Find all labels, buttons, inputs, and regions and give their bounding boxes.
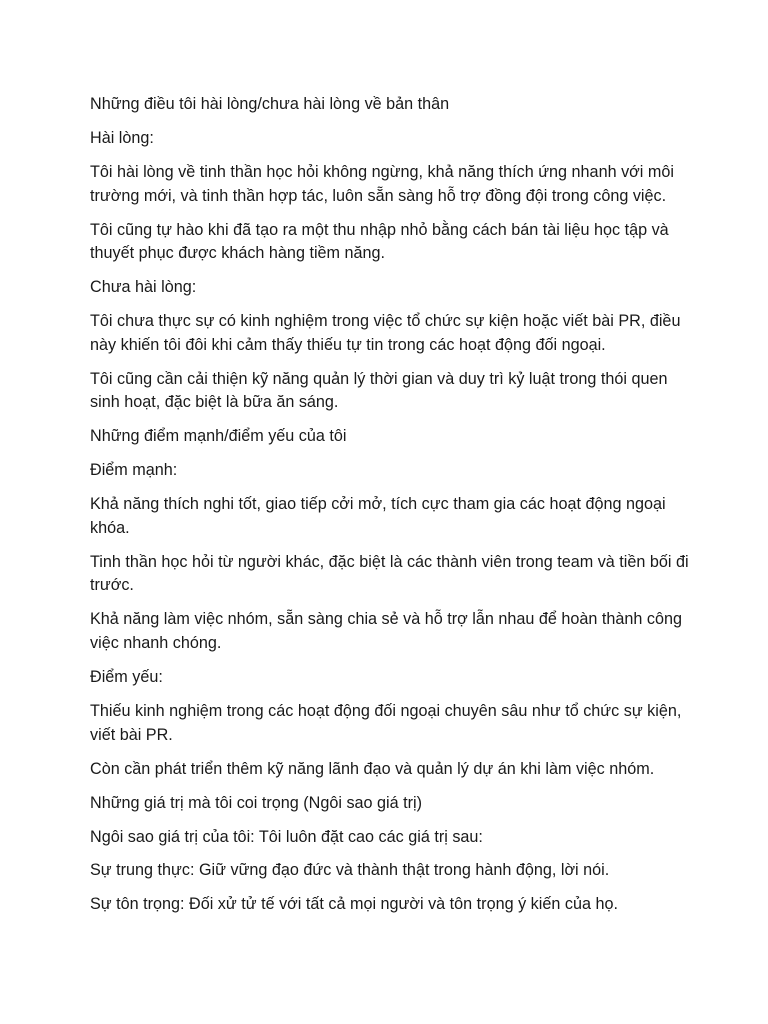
paragraph-unsatisfied-1: Tôi chưa thực sự có kinh nghiệm trong việc tổ chức sự kiện hoặc viết bài PR, điều này khiến tôi đôi khi cảm thấy thiếu tự tin trong các hoạt động đối ngoại.	[90, 312, 681, 354]
paragraph-strength-1: Khả năng thích nghi tốt, giao tiếp cởi mở, tích cực tham gia các hoạt động ngoại khóa.	[90, 495, 666, 537]
paragraph-weakness-2: Còn cần phát triển thêm kỹ năng lãnh đạo và quản lý dự án khi làm việc nhóm.	[90, 759, 655, 778]
paragraph-values-intro: Ngôi sao giá trị của tôi: Tôi luôn đặt cao các giá trị sau:	[90, 827, 483, 846]
paragraph-value-respect: Sự tôn trọng: Đối xử tử tế với tất cả mọi người và tôn trọng ý kiến của họ.	[90, 895, 618, 914]
paragraph-unsatisfied-2: Tôi cũng cần cải thiện kỹ năng quản lý thời gian và duy trì kỷ luật trong thói quen sinh hoạt, đặc biệt là bữa ăn sáng.	[90, 369, 668, 412]
section-heading-values: Những giá trị mà tôi coi trọng (Ngôi sao giá trị)	[90, 793, 423, 812]
subheading-weaknesses: Điểm yếu:	[90, 667, 163, 686]
paragraph-weakness-1: Thiếu kinh nghiệm trong các hoạt động đối ngoại chuyên sâu như tổ chức sự kiện, viết bài PR.	[90, 701, 682, 744]
paragraph-strength-3: Khả năng làm việc nhóm, sẵn sàng chia sẻ và hỗ trợ lẫn nhau để hoàn thành công việc nhanh chóng.	[90, 610, 682, 652]
paragraph-satisfied-2: Tôi cũng tự hào khi đã tạo ra một thu nhập nhỏ bằng cách bán tài liệu học tập và thuyết phục được khách hàng tiềm năng.	[90, 220, 669, 263]
subheading-unsatisfied: Chưa hài lòng:	[90, 278, 197, 297]
paragraph-value-honesty: Sự trung thực: Giữ vững đạo đức và thành thật trong hành động, lời nói.	[90, 861, 610, 880]
section-heading-strengths-weaknesses: Những điểm mạnh/điểm yếu của tôi	[90, 427, 347, 446]
subheading-strengths: Điểm mạnh:	[90, 461, 178, 480]
paragraph-satisfied-1: Tôi hài lòng về tinh thần học hỏi không ngừng, khả năng thích ứng nhanh với môi trường mới, và tinh thần hợp tác, luôn sẵn sàng hỗ trợ đồng đội trong công việc.	[90, 162, 674, 205]
subheading-satisfied: Hài lòng:	[90, 128, 154, 147]
paragraph-strength-2: Tinh thần học hỏi từ người khác, đặc biệt là các thành viên trong team và tiền bối đi trước.	[90, 552, 689, 595]
section-heading-satisfaction: Những điều tôi hài lòng/chưa hài lòng về bản thân	[90, 95, 450, 113]
